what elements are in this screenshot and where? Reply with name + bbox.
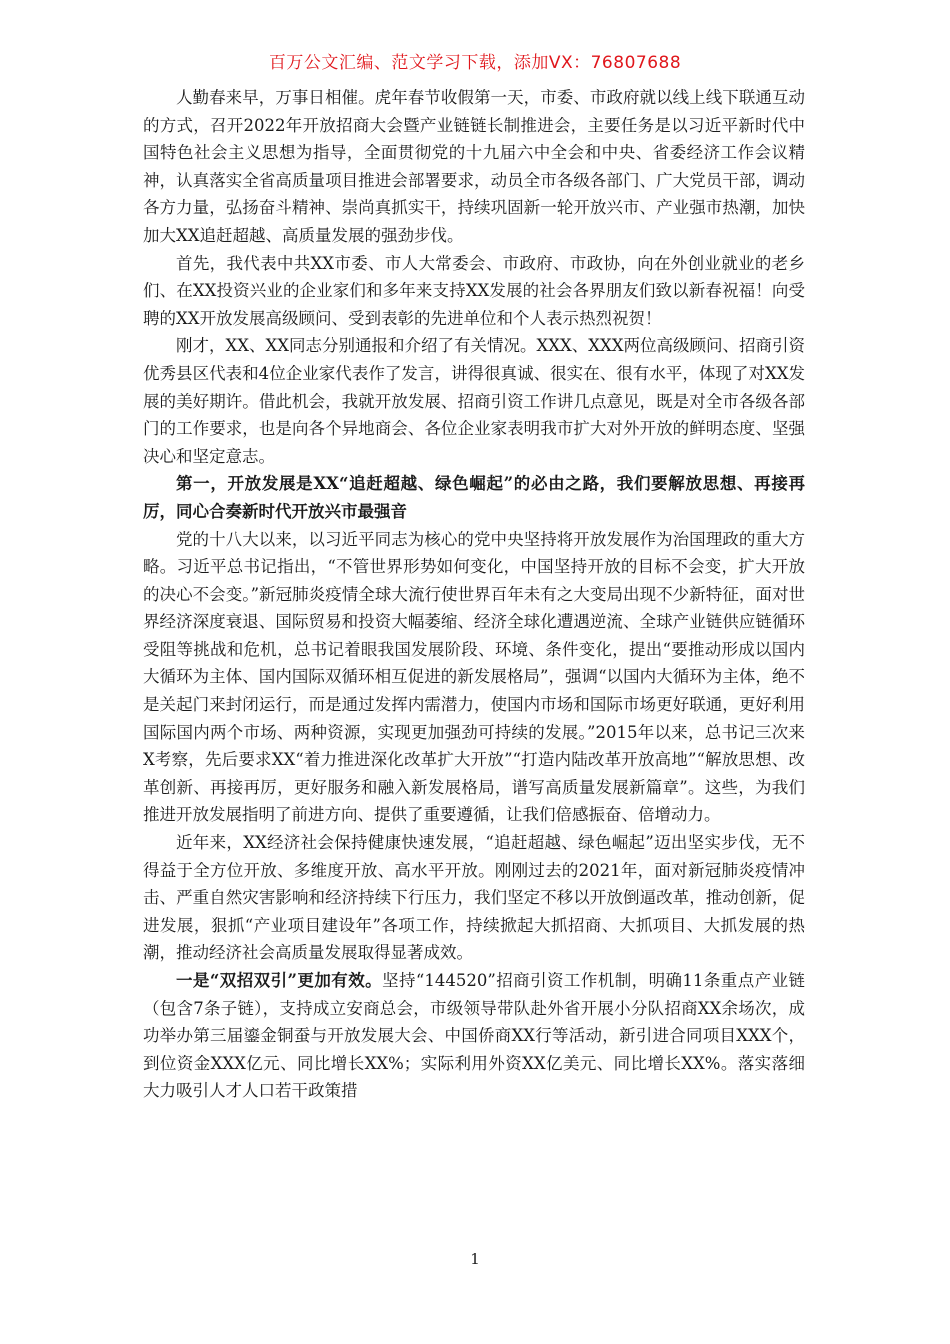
paragraph-investment [143, 967, 805, 1105]
paragraph-remarks: 刚才，XX、XX同志分别通报和介绍了有关情况。XXX、XXX两位高级顾问、招商引资优秀县区代表和4位企业家代表作了发言，讲得很真诚、很实在、很有水平，体现了对XX发展的美好期许。借此机会，我就开放发展、招商引资工作讲几点意见，既是对全市各级各部门的工作要求，也是向各个异地商会、各位企业家表明我市扩大对外开放的鲜明态度、坚强决心和坚定意志。 [143, 336, 805, 466]
paragraph-opening: 人勤春来早，万事日相催。虎年春节收假第一天，市委、市政府就以线上线下联通互动的方式，召开2022年开放招商大会暨产业链链长制推进会，主要任务是以习近平新时代中国特色社会主义思想为指导，全面贯彻党的十九届六中全会和中央、省委经济工作会议精神，认真落实全省高质量项目推进会部署要求，动员全市各级各部门、广大党员干部，调动各方力量，弘扬奋斗精神、崇尚真抓实干，持续巩固新一轮开放兴市、产业强市热潮，加快加大XX追赶超越、高质量发展的强劲步伐。 [143, 88, 805, 245]
paragraph-lead: 一是“双招双引”更加有效。 [176, 971, 383, 990]
paragraph-recent-years: 近年来，XX经济社会保持健康快速发展，“追赶超越、绿色崛起”迈出坚实步伐，无不得益于全方位开放、多维度开放、高水平开放。刚刚过去的2021年，面对新冠肺炎疫情冲击、严重自然灾害影响和经济持续下行压力，我们坚定不移以开放倒逼改革，推动创新，促进发展，狠抓“产业项目建设年”各项工作，持续掀起大抓招商、大抓项目、大抓发展的热潮，推动经济社会高质量发展取得显著成效。 [143, 833, 805, 963]
watermark-banner: 百万公文汇编、范文学习下载，添加VX：76807688 [268, 53, 682, 73]
paragraph-strategy: 党的十八大以来，以习近平同志为核心的党中央坚持将开放发展作为治国理政的重大方略。习近平总书记指出，“不管世界形势如何变化，中国坚持开放的目标不会变，扩大开放的决心不会变。”新冠肺炎疫情全球大流行使世界百年未有之大变局出现不少新特征，面对世界经济深度衰退、国际贸易和投资大幅萎缩、经济全球化遭遇逆流、全球产业链供应链循环受阻等挑战和危机，总书记着眼我国发展阶段、环境、条件变化，提出“要推动形成以国内大循环为主体、国内国际双循环相互促进的新发展格局”，强调“以国内大循环为主体，绝不是关起门来封闭运行，而是通过发挥内需潜力，使国内市场和国际市场更好联通，更好利用国际国内两个市场、两种资源，实现更加强劲可持续的发展。”2015年以来，总书记三次来X考察，先后要求XX“着力推进深化改革扩大开放”“打造内陆改革开放高地”“解放思想、改革创新、再接再厉，更好服务和融入新发展格局，谱写高质量发展新篇章”。这些，为我们推进开放发展指明了前进方向、提供了重要遵循，让我们倍感振奋、倍增动力。 [143, 529, 805, 825]
section-heading-first: 第一，开放发展是XX“追赶超越、绿色崛起”的必由之路，我们要解放思想、再接再厉，同心合奏新时代开放兴市最强音 [143, 474, 805, 521]
paragraph-greetings: 首先，我代表中共XX市委、市人大常委会、市政府、市政协，向在外创业就业的老乡们、在XX投资兴业的企业家们和多年来支持XX发展的社会各界朋友们致以新春祝福！向受聘的XX开放发展高级顾问、受到表彰的先进单位和个人表示热烈祝贺！ [143, 253, 805, 328]
document-body [143, 84, 805, 1105]
paragraph-investment-body: 坚持“144520”招商引资工作机制，明确11条重点产业链（包含7条子链），支持成立安商总会，市级领导带队赴外省开展小分队招商XX余场次，成功举办第三届鎏金铜蚕与开放发展大会、中国侨商XX行等活动，新引进合同项目XXX个，到位资金XXX亿元、同比增长XX%；实际利用外资XX亿美元、同比增长XX%。落实落细大力吸引人才人口若干政策措 [143, 971, 805, 1101]
page-number: 1 [470, 1250, 480, 1268]
